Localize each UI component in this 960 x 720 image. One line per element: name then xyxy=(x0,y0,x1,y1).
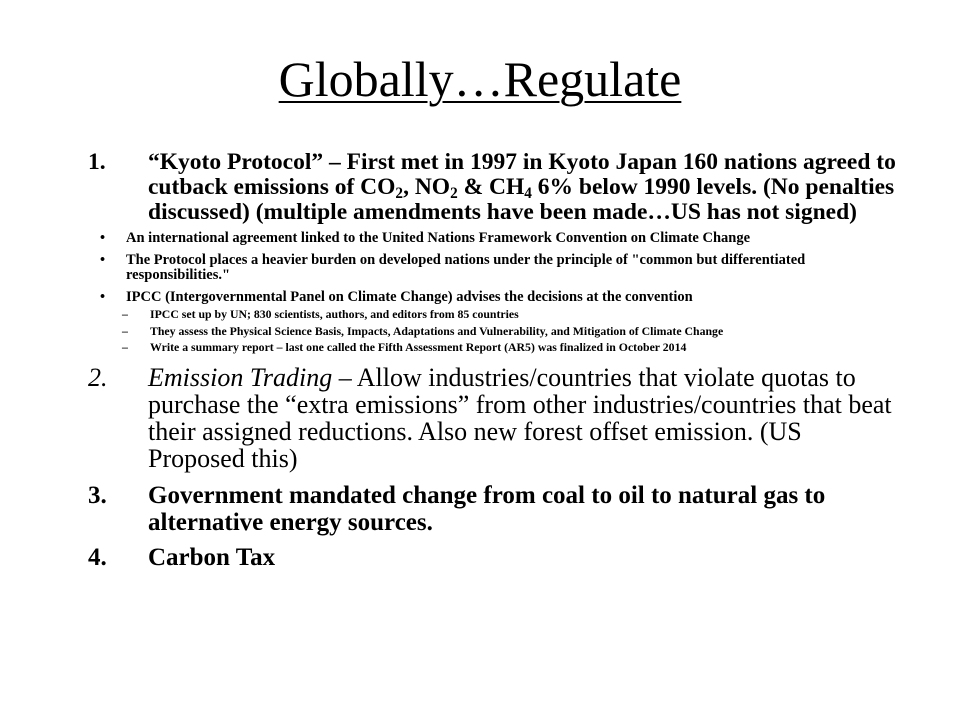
item-number: 4. xyxy=(88,543,107,571)
item-text: “Kyoto Protocol” – First met in 1997 in Kyoto Japan 160 nations agreed to cutback emissions of $CO_2$, $NO_2$ & $CH_4$ 6% below 1990 levels. (No penalties discussed) (multiple amendments have been made…US has not signed) xyxy=(148,149,896,225)
item-text: Government mandated change from coal to oil to natural gas to alternative energy sources. xyxy=(148,481,826,536)
bullet-icon: • xyxy=(100,251,106,268)
list-item-1 xyxy=(70,150,900,225)
bullet-item: • The Protocol places a heavier burden on developed nations under the principle of "common but differentiated responsibilities." xyxy=(100,251,806,283)
slide-body xyxy=(70,150,900,571)
bullet-item: • IPCC (Intergovernmental Panel on Climate Change) advises the decisions at the convention – IPCC set up by UN; 830 scientists, authors, and editors from 85 countries – They assess the Physical Science Basis, Impacts, Adaptations and Vulnerability, and Mitigation of Climate Change – Write a summary report – last one called the Fifth Assessment Report (AR5) was finalized in October 2014 xyxy=(96,290,900,354)
item-1-bullets xyxy=(70,231,900,354)
list-item-2 xyxy=(70,364,900,472)
bullet-item: • An international agreement linked to the United Nations Framework Convention on Climate Change xyxy=(100,230,751,246)
bullet-icon: • xyxy=(100,230,106,246)
list-item-4 xyxy=(70,544,900,571)
item-number: 3. xyxy=(88,481,107,509)
dash-icon: – xyxy=(122,340,128,354)
sub-bullet-item: – They assess the Physical Science Basis, Impacts, Adaptations and Vulnerability, and Mitigation of Climate Change xyxy=(122,323,724,338)
item-text: Emission Trading – Allow industries/countries that violate quotas to purchase the “extra emissions” from other industries/countries that beat their assigned reductions. Also new forest offset emission. (US Proposed this) xyxy=(148,362,892,473)
sub-bullet-item: – Write a summary report – last one called the Fifth Assessment Report (AR5) was finalized in October 2014 xyxy=(122,340,687,354)
slide-title: Globally…Regulate xyxy=(278,51,682,107)
dash-icon: – xyxy=(122,323,128,338)
sub-bullet-item: – IPCC set up by UN; 830 scientists, authors, and editors from 85 countries xyxy=(122,307,519,321)
sub-bullets xyxy=(122,307,900,354)
dash-icon: – xyxy=(122,307,128,321)
bullet-icon: • xyxy=(100,288,106,305)
list-item-3 xyxy=(70,482,900,536)
item-number: 1. xyxy=(88,149,106,175)
item-emphasis: Emission Trading xyxy=(148,362,333,392)
item-text: Carbon Tax xyxy=(148,543,276,571)
item-number: 2. xyxy=(88,362,108,392)
